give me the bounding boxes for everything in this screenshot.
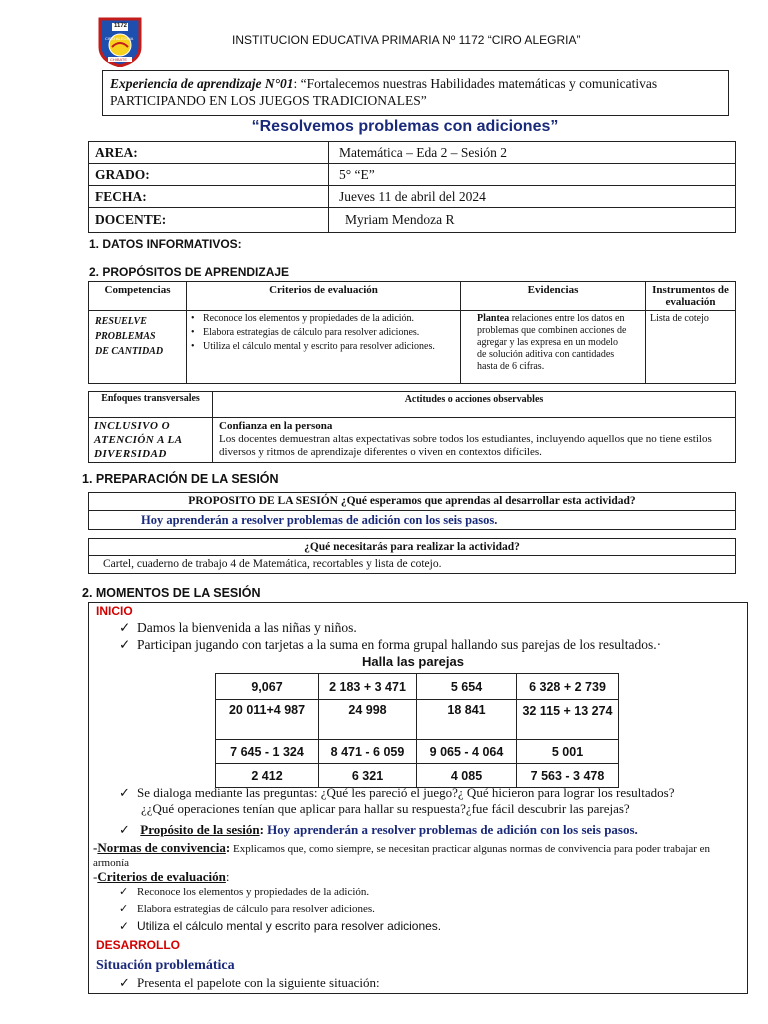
game-card[interactable]: 18 841 (417, 700, 517, 740)
experience-text-1: : “Fortalecemos nuestras Habilidades matemáticas y comunicativas (293, 76, 658, 91)
game-card[interactable]: 32 115 + 13 274 (517, 700, 619, 740)
section-preparacion: 1. PREPARACIÓN DE LA SESIÓN (82, 472, 279, 486)
header-competencias: Competencias (89, 282, 187, 311)
proposito-inicio-text: Hoy aprenderán a resolver problemas de adición con los seis pasos. (263, 822, 638, 837)
area-value: Matemática – Eda 2 – Sesión 2 (329, 142, 736, 164)
docente-label: DOCENTE: (89, 208, 329, 233)
header-evidencias: Evidencias (461, 282, 646, 311)
criterio-inicio-item: Reconoce los elementos y propiedades de la adición. (137, 886, 370, 898)
game-card[interactable]: 2 183 + 3 471 (319, 674, 417, 700)
section-datos: 1. DATOS INFORMATIVOS: (89, 237, 242, 251)
check-icon: ✓ (119, 785, 130, 800)
necesitaras-box (88, 538, 736, 574)
grado-value: 5° “E” (329, 164, 736, 186)
desarrollo-label: DESARROLLO (96, 938, 180, 952)
inicio-item: Damos la bienvenida a las niñas y niños. (137, 620, 357, 635)
proposito-label: Propósito de la sesión (140, 822, 260, 837)
dialogo-line-1: Se dialoga mediante las preguntas: ¿Qué les pareció el juego?¿ Qué hicieron para lograr los resultados? (137, 785, 675, 800)
check-icon: ✓ (119, 886, 129, 898)
grado-label: GRADO: (89, 164, 329, 186)
check-icon: ✓ (119, 975, 130, 990)
game-card[interactable]: 20 011+4 987 (216, 700, 319, 740)
competencia-line-2: PROBLEMAS (95, 331, 156, 342)
game-card[interactable]: 5 001 (517, 740, 619, 764)
experience-text-2: PARTICIPANDO EN LOS JUEGOS TRADICIONALES” (110, 93, 427, 108)
dialogo-line-2: ¿¿Qué operaciones tenían que aplicar para hallar su respuesta?¿fue fácil descubrir las parejas? (141, 801, 630, 816)
evidencia-cell (461, 311, 646, 384)
actitud-text: Los docentes demuestran altas expectativas sobre todos los estudiantes, incluyendo aquellos que no tiene estilos diversos y ritmos de aprendizaje diferentes o viven en contextos difíciles. (219, 433, 712, 458)
experience-label: Experiencia de aprendizaje N°01 (110, 76, 294, 91)
instrumento-value: Lista de cotejo (646, 311, 736, 384)
enfoque-value: INCLUSIVO O ATENCIÓN A LA DIVERSIDAD (89, 418, 213, 463)
check-icon: ✓ (119, 919, 130, 933)
check-icon: ✓ (119, 822, 130, 837)
actitud-title: Confianza en la persona (219, 420, 333, 432)
proposito-box (88, 492, 736, 530)
normas-text: Explicamos que, como siempre, se necesitan practicar algunas normas de convivencia para poder trabajar en armonía (93, 843, 711, 869)
game-card[interactable]: 8 471 - 6 059 (319, 740, 417, 764)
necesitaras-text: Cartel, cuaderno de trabajo 4 de Matemática, recortables y lista de cotejo. (103, 558, 442, 570)
purpose-table: Competencias Criterios de evaluación Evidencias Instrumentos de evaluación RESUELVE PROBLEMAS DE CANTIDAD • Reconoce los elementos y propiedades de la adición. • Elabora estrategias de cálculo para resolver adiciones. • Utiliza el cálculo mental y escrito para resolver adiciones. Plantea relaciones entre los datos en problemas que combinen acciones de agregar y las expresa en un modelo de solución aditiva con cantidades hasta de 6 cifras. Lista de cotejo (88, 281, 736, 384)
competencia-line-3: DE CANTIDAD (95, 346, 164, 357)
section-momentos: 2. MOMENTOS DE LA SESIÓN (82, 586, 261, 600)
docente-value: Myriam Mendoza R (329, 208, 736, 233)
criterio-item: Reconoce los elementos y propiedades de la adición. (203, 313, 415, 324)
logo-bottom-text: CHIBATE (110, 57, 128, 62)
evidencia-bold: Plantea (477, 313, 510, 324)
game-card[interactable]: 24 998 (319, 700, 417, 740)
normas-label: Normas de convivencia (97, 840, 226, 855)
logo-arc-text: CIRO ALEGRIA (105, 36, 134, 41)
momentos-box: INICIO ✓ Damos la bienvenida a las niñas y niños. ✓ Participan jugando con tarjetas a la suma en forma grupal hallando sus parejas de los resultados.· Halla las parejas 9,067 2 183 + 3 471 5 654 6 328 + 2 739 20 011+4 987 24 998 18 841 32 115 + 13 274 7 645 - 1 324 8 471 - 6 059 9 065 - 4 064 5 001 2 412 6 321 4 085 7 563 - 3 478 ✓ Se dialoga mediante las preguntas: ¿Qué les pareció el juego?¿ Qué hicieron para lograr los resultados? ¿¿Qué operaciones tenían que aplicar para hallar su respuesta?¿fue fácil descubrir las parejas? ✓ Propósito de la sesión: Hoy aprenderán a resolver problemas de adición con los seis pasos. -Normas de convivencia: Explicamos que, como siempre, se necesitan practicar algunas normas de convivencia para poder trabajar en armonía -Criterios de evaluación: ✓ Reconoce los elementos y propiedades de la adición. ✓ Elabora estrategias de cálculo para resolver adiciones. ✓ Utiliza el cálculo mental y escrito para resolver adiciones. DESARROLLO Situación problemática ✓ Presenta el papelote con la siguiente situación: (88, 602, 748, 994)
game-title: Halla las parejas (362, 654, 464, 669)
necesitaras-header: ¿Qué necesitarás para realizar la actividad? (89, 539, 735, 556)
desarrollo-item: Presenta el papelote con la siguiente situación: (137, 975, 380, 990)
game-card[interactable]: 7 645 - 1 324 (216, 740, 319, 764)
proposito-text: Hoy aprenderán a resolver problemas de adición con los seis pasos. (141, 513, 498, 527)
section-propositos: 2. PROPÓSITOS DE APRENDIZAJE (89, 265, 290, 279)
evidencia-text: relaciones entre los datos en problemas que combinen acciones de agregar y las expresa en un modelo de solución aditiva con cantidades hasta de 6 cifras. (477, 313, 627, 372)
enfoques-table (88, 391, 736, 463)
fecha-label: FECHA: (89, 186, 329, 208)
competencia-line-1: RESUELVE (95, 316, 147, 327)
criterio-inicio-item: Elabora estrategias de cálculo para resolver adiciones. (137, 903, 375, 915)
criterios-label: Criterios de evaluación (97, 869, 226, 884)
logo-number: 1172 (114, 23, 128, 29)
criterio-inicio-item: Utiliza el cálculo mental y escrito para resolver adiciones. (137, 919, 442, 933)
criterio-item: Utiliza el cálculo mental y escrito para resolver adiciones. (203, 341, 435, 352)
game-card[interactable]: 6 328 + 2 739 (517, 674, 619, 700)
game-card[interactable]: 2 412 (216, 764, 319, 788)
page-title: “Resolvemos problemas con adiciones” (251, 118, 559, 135)
check-icon: ✓ (119, 903, 129, 915)
experience-box (102, 70, 729, 116)
check-icon: ✓ (119, 637, 131, 652)
school-logo (98, 17, 142, 67)
game-grid (215, 673, 619, 788)
header-enfoques: Enfoques transversales (89, 392, 213, 418)
game-card[interactable]: 5 654 (417, 674, 517, 700)
fecha-value: Jueves 11 de abril del 2024 (329, 186, 736, 208)
inicio-label: INICIO (96, 604, 133, 618)
school-name: INSTITUCION EDUCATIVA PRIMARIA Nº 1172 “CIRO ALEGRIA” (232, 33, 581, 47)
game-card[interactable]: 9 065 - 4 064 (417, 740, 517, 764)
situacion-title: Situación problemática (96, 958, 235, 973)
header-instrumentos: Instrumentos de evaluación (646, 282, 736, 311)
inicio-item: Participan jugando con tarjetas a la suma en forma grupal hallando sus parejas de los resultados.· (137, 637, 662, 652)
check-icon: ✓ (119, 620, 131, 635)
game-card[interactable]: 4 085 (417, 764, 517, 788)
info-table (88, 141, 736, 233)
game-card[interactable]: 9,067 (216, 674, 319, 700)
area-label: AREA: (89, 142, 329, 164)
game-card[interactable]: 7 563 - 3 478 (517, 764, 619, 788)
proposito-header: PROPOSITO DE LA SESIÓN ¿Qué esperamos que aprendas al desarrollar esta actividad? (89, 493, 735, 511)
header-actitudes: Actitudes o acciones observables (213, 392, 736, 418)
criterio-item: Elabora estrategias de cálculo para resolver adiciones. (203, 327, 420, 338)
header-criterios: Criterios de evaluación (187, 282, 461, 311)
game-card[interactable]: 6 321 (319, 764, 417, 788)
